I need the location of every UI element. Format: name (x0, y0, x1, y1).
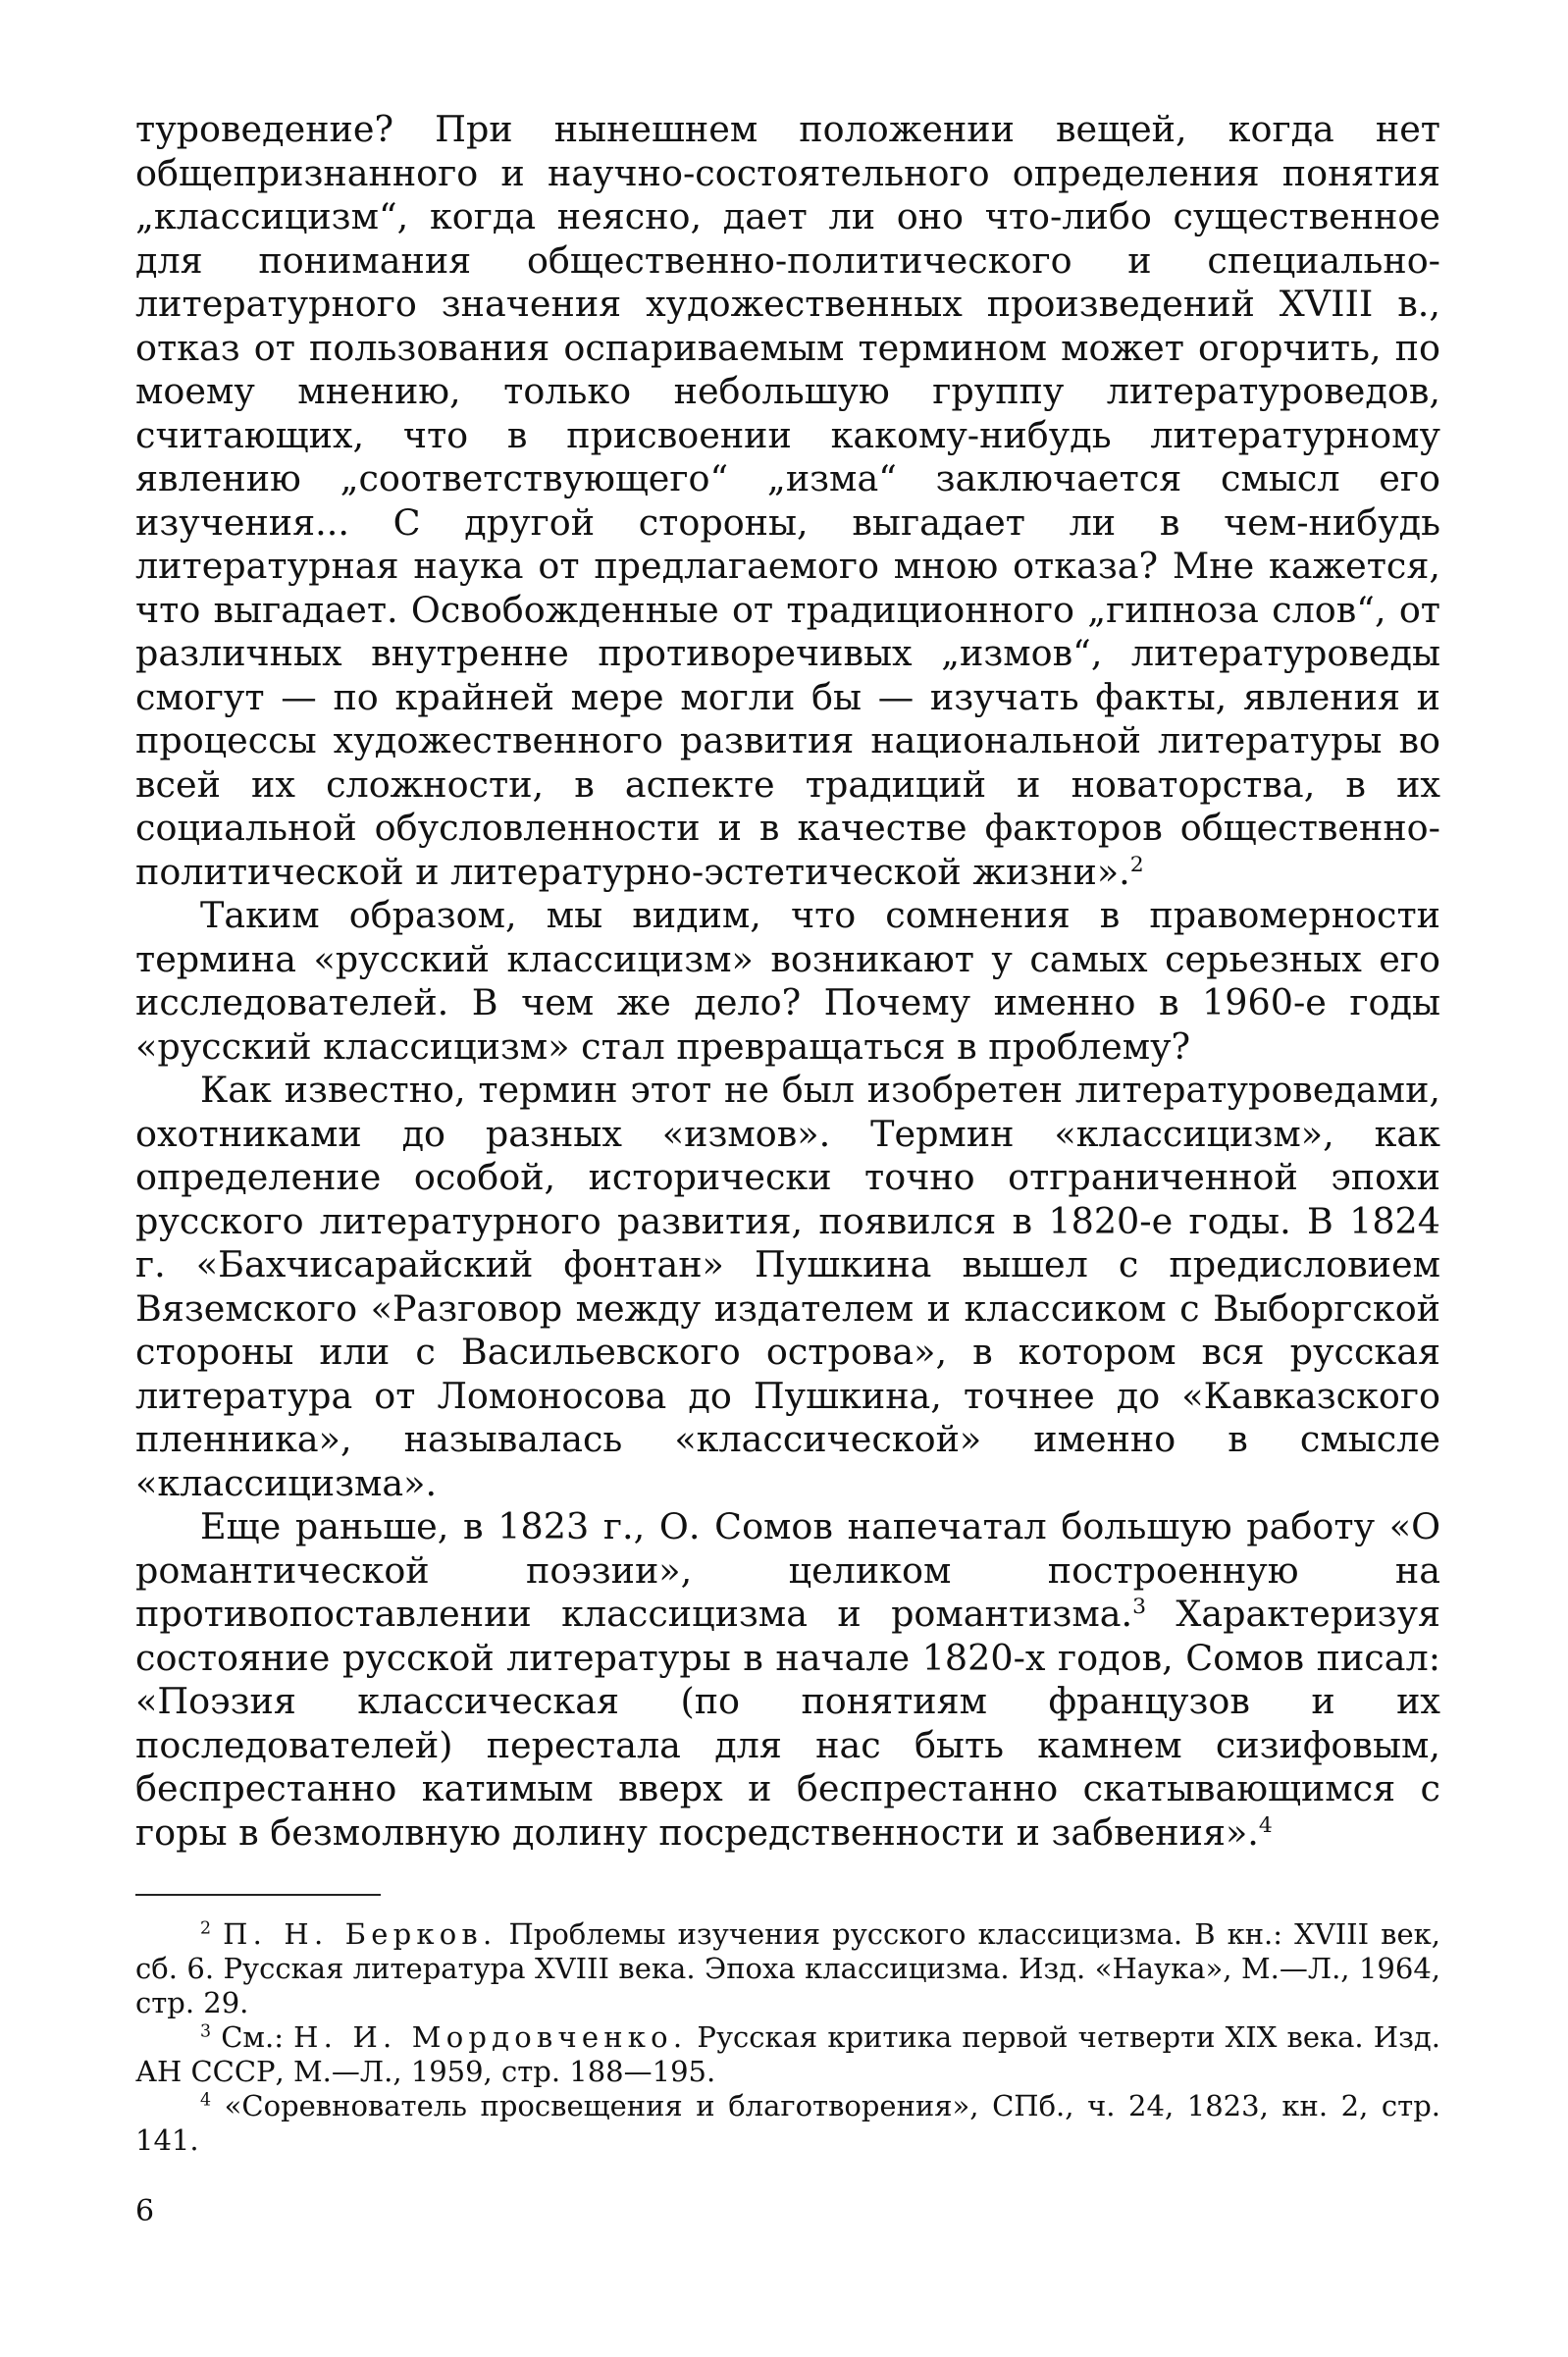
footnote-author: Н. И. Мордовченко. (293, 2020, 688, 2054)
paragraph-1 (135, 108, 1440, 894)
footnote-ref-3: 3 (1132, 1594, 1147, 1619)
paragraph-2 (135, 894, 1440, 1069)
footnote-text: «Соревнователь просвещения и благотворения», СПб., ч. 24, 1823, кн. 2, стр. 141. (135, 2089, 1440, 2157)
paragraph-text: туроведение? При нынешнем положении вещей, когда нет общепризнанного и научно-состоятельного определения понятия „классицизм“, когда неясно, дает ли оно что-либо существенное для понимания общественно-политического и специально-литературного значения художественных произведений XVIII в., отказ от пользования оспариваемым термином может огорчить, по моему мнению, только небольшую группу литературоведов, считающих, что в присвоении какому-нибудь литературному явлению „соответствующего“ „изма“ заключается смысл его изучения... С другой стороны, выгадает ли в чем-нибудь литературная наука от предлагаемого мною отказа? Мне кажется, что выгадает. Освобожденные от традиционного „гипноза слов“, от различных внутренне противоречивых „измов“, литературоведы смогут — по крайней мере могли бы — изучать факты, явления и процессы художественного развития национальной литературы во всей их сложности, в аспекте традиций и новаторства, в их социальной обусловленности и в качестве факторов общественно-политической и литературно-эстетической жизни». (135, 108, 1440, 893)
footnote-divider (135, 1894, 381, 1896)
page-number: 6 (135, 2194, 155, 2228)
footnotes (135, 1917, 1440, 2158)
footnote-ref-2: 2 (1129, 852, 1144, 877)
footnote-number: 3 (200, 2021, 212, 2042)
paragraph-text-continued: Характеризуя состояние русской литературы в начале 1820-х годов, Сомов писал: «Поэзия классическая (по понятиям французов и их последователей) перестала для нас быть камнем сизифовым, беспрестанно катимым вверх и беспрестанно скатывающимся с горы в безмолвную долину посредственности и забвения». (135, 1593, 1440, 1854)
paragraph-text: Как известно, термин этот не был изобретен литературоведами, охотниками до разных «измов». Термин «классицизм», как определение особой, исторически точно отграниченной эпохи русского литературного развития, появился в 1820-е годы. В 1824 г. «Бахчисарайский фонтан» Пушкина вышел с предисловием Вяземского «Разговор между издателем и классиком с Выборгской стороны или с Васильевского острова», в котором вся русская литература от Ломоносова до Пушкина, точнее до «Кавказского пленника», называлась «классической» именно в смысле «классицизма». (135, 1069, 1440, 1504)
footnote-author: П. Н. Берков. (223, 1917, 497, 1951)
footnote-2 (135, 1917, 1440, 2020)
page (135, 108, 1440, 2158)
footnote-3 (135, 2020, 1440, 2089)
paragraph-text: Таким образом, мы видим, что сомнения в правомерности термина «русский классицизм» возникают у самых серьезных его исследователей. В чем же дело? Почему именно в 1960-е годы «русский классицизм» стал превращаться в проблему? (135, 894, 1440, 1068)
paragraph-4 (135, 1505, 1440, 1855)
footnote-number: 4 (200, 2090, 212, 2111)
footnote-text: Проблемы изучения русского классицизма. В кн.: XVIII век, сб. 6. Русская литература XVIII века. Эпоха классицизма. Изд. «Наука», М.—Л., 1964, стр. 29. (135, 1917, 1441, 2019)
footnote-ref-4: 4 (1258, 1812, 1273, 1838)
footnote-4 (135, 2089, 1440, 2158)
footnote-text: Русская критика первой четверти XIX века. Изд. АН СССР, М.—Л., 1959, стр. 188—195. (135, 2020, 1440, 2088)
footnote-prefix: См.: (211, 2020, 294, 2054)
paragraph-text: Еще раньше, в 1823 г., О. Сомов напечатал большую работу «О романтической поэзии», целиком построенную на противопоставлении классицизма и романтизма. (135, 1505, 1440, 1635)
paragraph-3 (135, 1069, 1440, 1505)
footnote-number: 2 (200, 1918, 212, 1939)
body-text (135, 108, 1440, 1855)
